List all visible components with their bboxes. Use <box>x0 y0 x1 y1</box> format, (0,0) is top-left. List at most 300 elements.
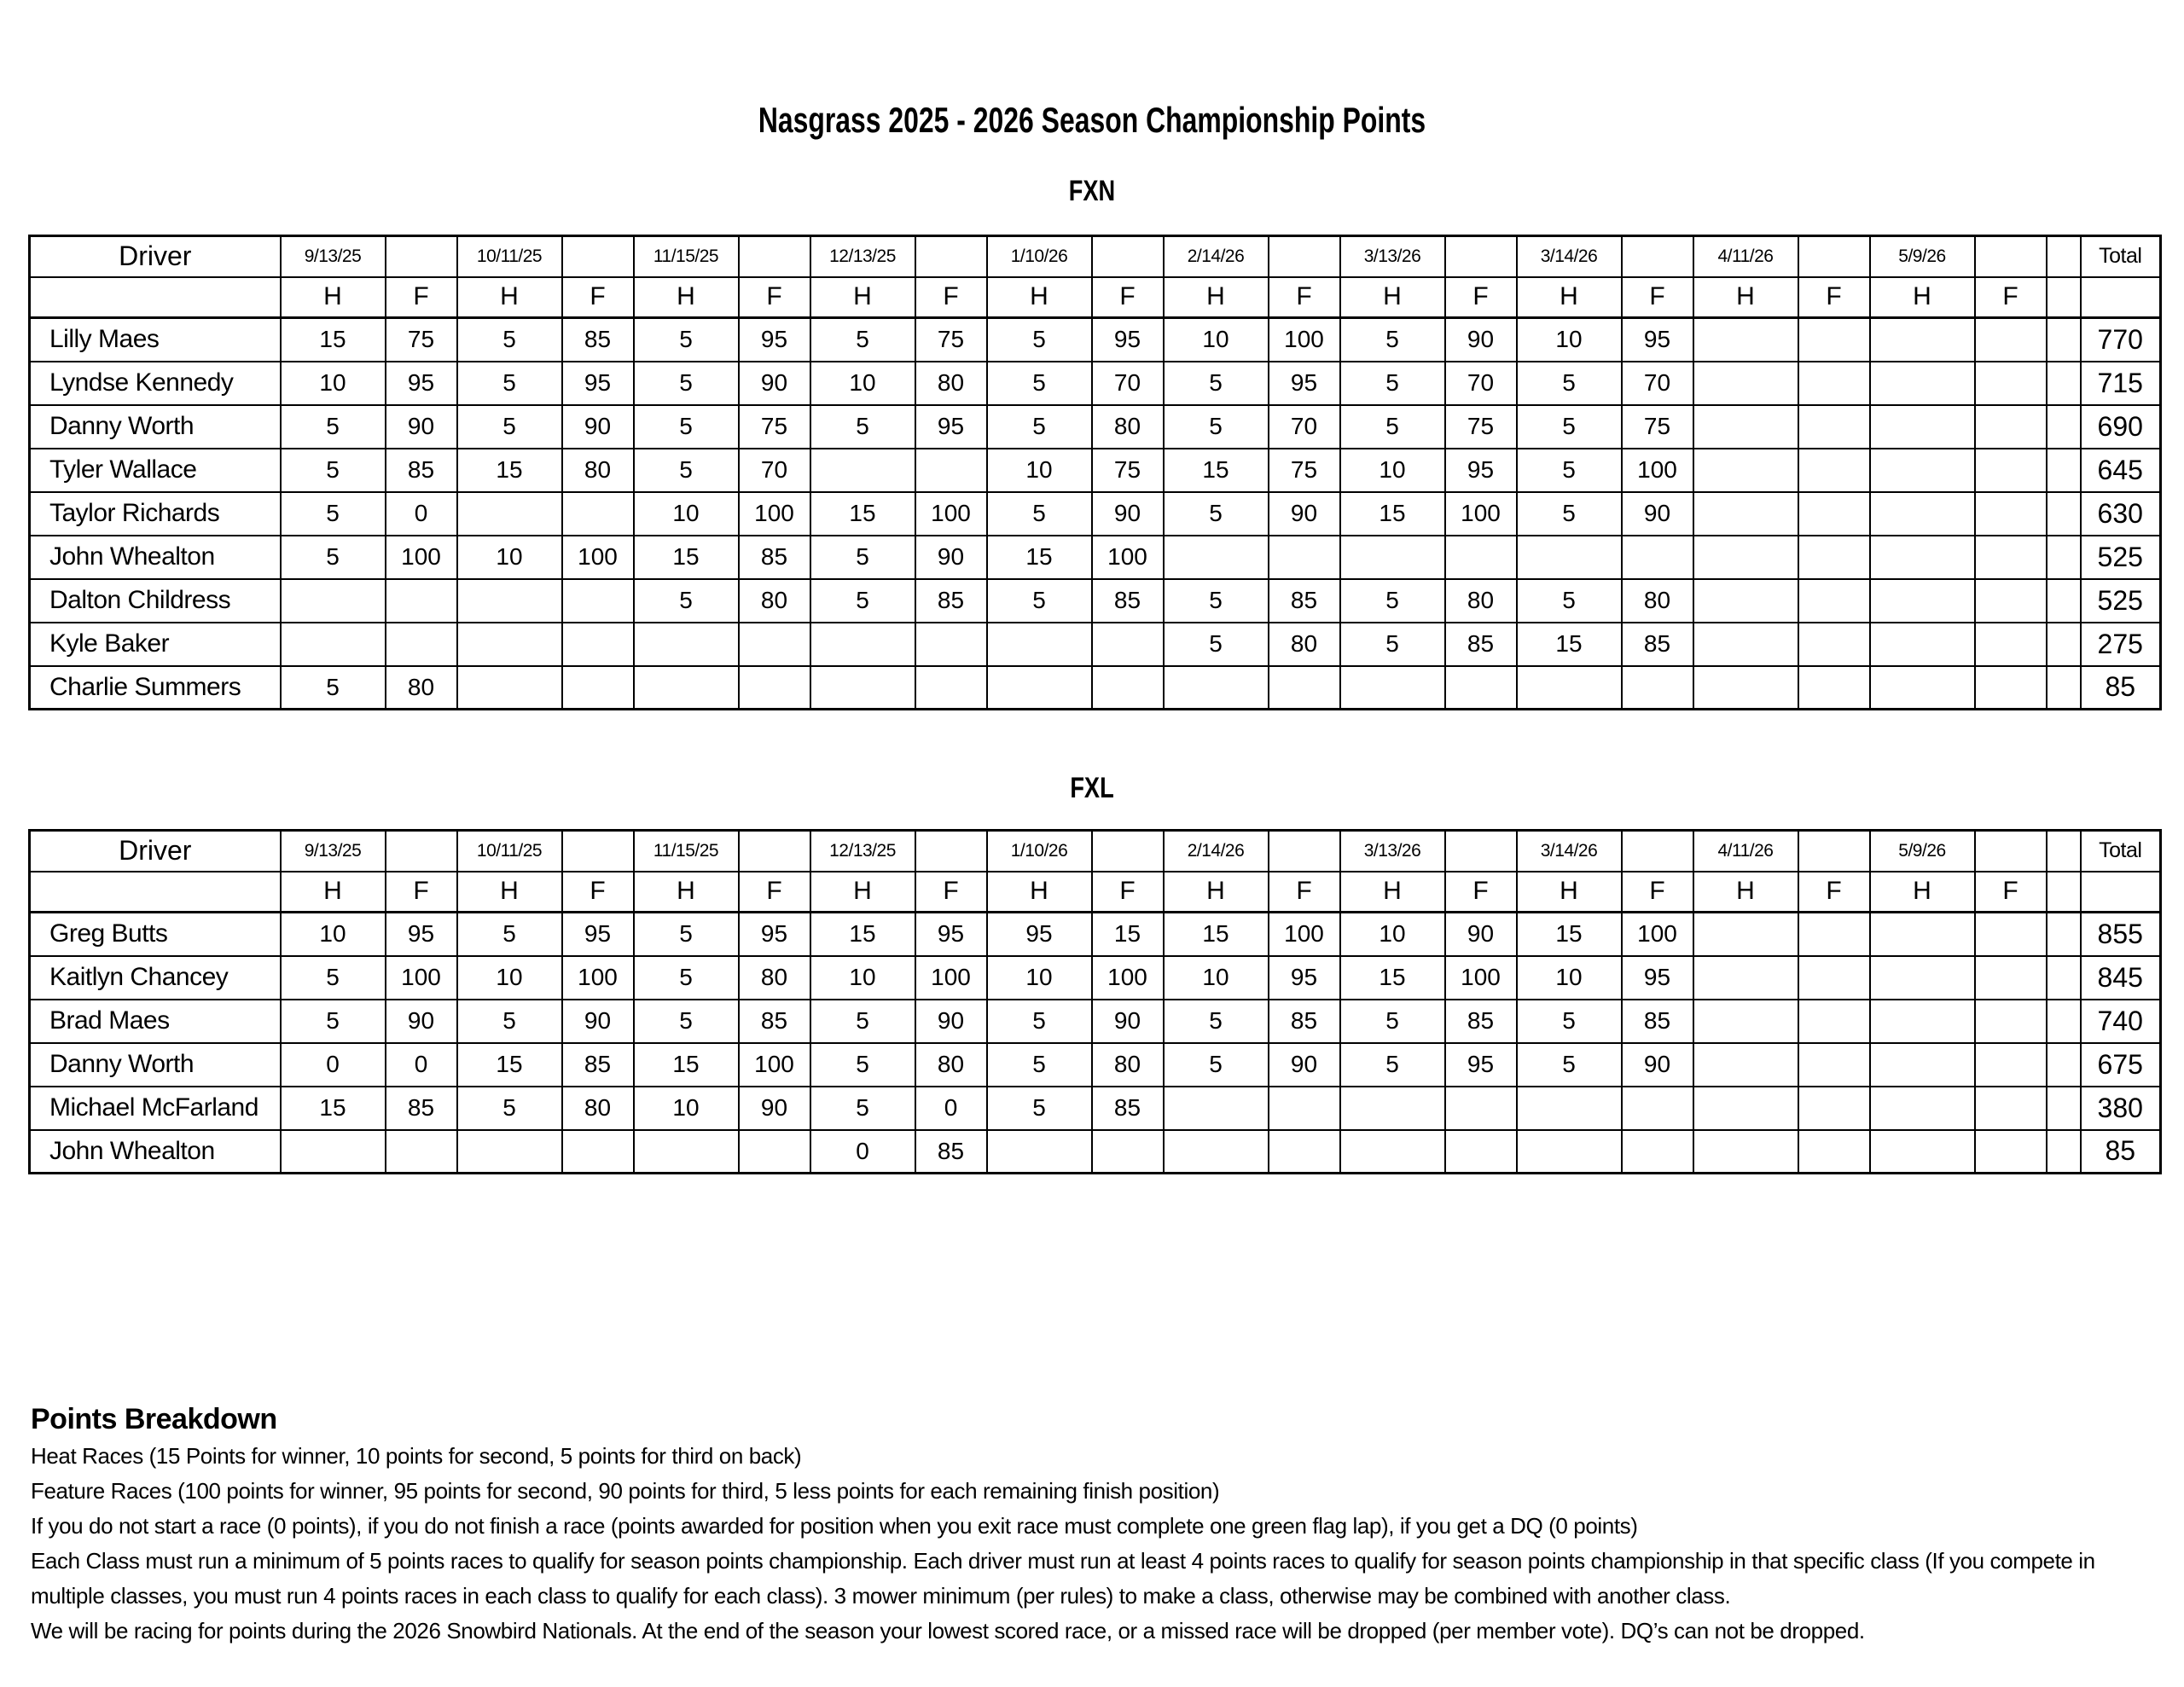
score-cell: 15 <box>634 1043 739 1087</box>
score-cell: 10 <box>634 492 739 536</box>
score-cell: 100 <box>1622 913 1693 956</box>
score-cell <box>1975 318 2047 362</box>
score-cell: 70 <box>739 449 810 492</box>
race-date-header: 3/14/26 <box>1517 831 1622 872</box>
score-cell <box>1798 1130 1870 1174</box>
table-row <box>30 1043 2161 1087</box>
race-date-spacer-cell <box>386 831 457 872</box>
score-cell: 0 <box>386 492 457 536</box>
spacer-column-cell <box>2047 449 2081 492</box>
score-cell <box>915 666 987 710</box>
score-cell <box>634 666 739 710</box>
score-cell: 10 <box>634 1087 739 1130</box>
score-cell <box>1517 536 1622 579</box>
score-cell <box>1693 362 1798 405</box>
score-cell: 5 <box>987 1087 1092 1130</box>
driver-name: John Whealton <box>30 1130 281 1174</box>
table-row <box>30 362 2161 405</box>
heat-column-header: H <box>1164 872 1269 913</box>
score-cell <box>457 1130 562 1174</box>
feature-column-header: F <box>1622 277 1693 318</box>
score-cell <box>1445 1130 1517 1174</box>
header-row-dates <box>30 236 2161 277</box>
score-cell <box>457 666 562 710</box>
race-date-spacer-cell <box>562 831 634 872</box>
score-cell <box>1798 449 1870 492</box>
feature-column-header: F <box>915 277 987 318</box>
score-cell: 85 <box>386 1087 457 1130</box>
driver-name: Michael McFarland <box>30 1087 281 1130</box>
score-cell: 5 <box>1340 405 1445 449</box>
score-cell: 95 <box>1622 318 1693 362</box>
score-cell: 0 <box>386 1043 457 1087</box>
score-cell <box>1798 1000 1870 1043</box>
score-cell: 5 <box>634 362 739 405</box>
race-date-spacer-cell <box>1975 236 2047 277</box>
score-cell <box>1517 1130 1622 1174</box>
score-cell: 95 <box>1622 956 1693 1000</box>
header-row-dates <box>30 831 2161 872</box>
score-cell <box>1870 666 1975 710</box>
score-cell: 95 <box>987 913 1092 956</box>
race-date-header: 12/13/25 <box>810 236 915 277</box>
points-table-fxn <box>28 235 2162 710</box>
score-cell <box>1269 1087 1340 1130</box>
score-cell: 15 <box>457 1043 562 1087</box>
score-cell: 90 <box>1269 1043 1340 1087</box>
score-cell: 85 <box>915 1130 987 1174</box>
score-cell <box>1269 1130 1340 1174</box>
score-cell: 75 <box>739 405 810 449</box>
driver-name: Lyndse Kennedy <box>30 362 281 405</box>
score-cell: 5 <box>634 1000 739 1043</box>
score-cell <box>1975 623 2047 666</box>
score-cell <box>1870 956 1975 1000</box>
total-value: 85 <box>2081 1130 2161 1174</box>
score-cell <box>1693 536 1798 579</box>
score-cell: 95 <box>915 913 987 956</box>
total-value: 740 <box>2081 1000 2161 1043</box>
race-date-spacer-cell <box>562 236 634 277</box>
score-cell: 5 <box>634 913 739 956</box>
score-cell: 80 <box>915 1043 987 1087</box>
score-cell: 75 <box>1269 449 1340 492</box>
feature-column-header: F <box>1092 872 1164 913</box>
race-date-header: 1/10/26 <box>987 831 1092 872</box>
heat-column-header: H <box>1693 277 1798 318</box>
spacer-column-cell <box>2047 536 2081 579</box>
score-cell: 10 <box>810 956 915 1000</box>
score-cell: 10 <box>810 362 915 405</box>
score-cell: 5 <box>1164 492 1269 536</box>
total-value: 275 <box>2081 623 2161 666</box>
heat-column-header: H <box>1340 277 1445 318</box>
feature-column-header: F <box>1445 277 1517 318</box>
score-cell: 80 <box>1445 579 1517 623</box>
score-cell <box>562 579 634 623</box>
driver-name: Charlie Summers <box>30 666 281 710</box>
heat-column-header: H <box>987 277 1092 318</box>
score-cell: 5 <box>987 405 1092 449</box>
score-cell <box>1269 666 1340 710</box>
race-date-header: 9/13/25 <box>281 831 386 872</box>
spacer-column-cell <box>2047 872 2081 913</box>
race-date-spacer-cell <box>1798 236 1870 277</box>
score-cell: 85 <box>1622 623 1693 666</box>
race-date-header: 10/11/25 <box>457 236 562 277</box>
race-date-spacer-cell <box>1445 831 1517 872</box>
score-cell: 90 <box>739 1087 810 1130</box>
score-cell: 75 <box>386 318 457 362</box>
score-cell <box>1870 449 1975 492</box>
score-cell <box>1798 536 1870 579</box>
total-value: 525 <box>2081 579 2161 623</box>
points-breakdown-line: Heat Races (15 Points for winner, 10 points for second, 5 points for third on back) <box>31 1443 802 1469</box>
feature-column-header: F <box>1798 872 1870 913</box>
table-row <box>30 449 2161 492</box>
score-cell: 85 <box>1269 579 1340 623</box>
race-date-spacer-cell <box>915 831 987 872</box>
score-cell <box>1798 1043 1870 1087</box>
score-cell <box>1870 1000 1975 1043</box>
race-date-header: 2/14/26 <box>1164 236 1269 277</box>
score-cell: 75 <box>1092 449 1164 492</box>
score-cell: 5 <box>1164 623 1269 666</box>
feature-column-header: F <box>1622 872 1693 913</box>
score-cell: 5 <box>1517 1043 1622 1087</box>
score-cell <box>1798 362 1870 405</box>
score-cell <box>1798 318 1870 362</box>
score-cell <box>1693 956 1798 1000</box>
heat-column-header: H <box>1870 277 1975 318</box>
score-cell <box>1092 1130 1164 1174</box>
score-cell: 15 <box>281 1087 386 1130</box>
score-cell <box>1975 956 2047 1000</box>
spacer-column-cell <box>2047 362 2081 405</box>
points-table-fxl <box>28 829 2162 1174</box>
score-cell <box>281 1130 386 1174</box>
score-cell: 15 <box>987 536 1092 579</box>
score-cell: 0 <box>810 1130 915 1174</box>
score-cell: 5 <box>281 956 386 1000</box>
class-label-fxn: FXN <box>1068 175 1116 207</box>
score-cell: 15 <box>1164 449 1269 492</box>
score-cell <box>810 623 915 666</box>
score-cell: 5 <box>1517 362 1622 405</box>
race-date-header: 3/13/26 <box>1340 236 1445 277</box>
score-cell: 10 <box>987 449 1092 492</box>
score-cell <box>1798 623 1870 666</box>
score-cell <box>1870 913 1975 956</box>
score-cell: 5 <box>1164 362 1269 405</box>
score-cell <box>1870 405 1975 449</box>
score-cell: 90 <box>1445 913 1517 956</box>
score-cell: 5 <box>987 579 1092 623</box>
score-cell <box>1445 1087 1517 1130</box>
score-cell <box>1975 362 2047 405</box>
score-cell: 90 <box>915 536 987 579</box>
table-row <box>30 666 2161 710</box>
score-cell: 100 <box>915 492 987 536</box>
race-date-header: 9/13/25 <box>281 236 386 277</box>
score-cell: 80 <box>739 579 810 623</box>
score-cell: 100 <box>562 536 634 579</box>
score-cell: 5 <box>457 362 562 405</box>
driver-column-header: Driver <box>30 236 281 277</box>
score-cell: 10 <box>1164 956 1269 1000</box>
score-cell <box>1975 1000 2047 1043</box>
score-cell: 100 <box>562 956 634 1000</box>
driver-name: Tyler Wallace <box>30 449 281 492</box>
heat-column-header: H <box>634 872 739 913</box>
spacer-column-cell <box>2047 913 2081 956</box>
score-cell <box>1164 666 1269 710</box>
score-cell: 80 <box>1092 1043 1164 1087</box>
score-cell: 0 <box>281 1043 386 1087</box>
race-date-header: 2/14/26 <box>1164 831 1269 872</box>
score-cell: 85 <box>562 318 634 362</box>
table-row <box>30 318 2161 362</box>
score-cell <box>1622 666 1693 710</box>
score-cell <box>1975 1043 2047 1087</box>
heat-column-header: H <box>1693 872 1798 913</box>
driver-name: Dalton Childress <box>30 579 281 623</box>
score-cell: 95 <box>1269 362 1340 405</box>
spacer-column-cell <box>2047 1087 2081 1130</box>
score-cell: 100 <box>1092 956 1164 1000</box>
score-cell: 5 <box>1340 362 1445 405</box>
score-cell <box>281 623 386 666</box>
race-date-spacer-cell <box>1269 236 1340 277</box>
score-cell <box>1517 1087 1622 1130</box>
score-cell <box>1693 913 1798 956</box>
score-cell: 5 <box>987 1000 1092 1043</box>
score-cell <box>1693 405 1798 449</box>
score-cell <box>1975 492 2047 536</box>
feature-column-header: F <box>1269 277 1340 318</box>
score-cell: 15 <box>1517 913 1622 956</box>
heat-column-header: H <box>457 872 562 913</box>
score-cell <box>1975 579 2047 623</box>
score-cell: 10 <box>1340 449 1445 492</box>
points-breakdown-line: Feature Races (100 points for winner, 95 points for second, 90 points for third, 5 less points for each remaining finish position) <box>31 1478 1220 1504</box>
feature-column-header: F <box>1975 872 2047 913</box>
score-cell <box>1870 1130 1975 1174</box>
score-cell: 95 <box>1445 1043 1517 1087</box>
spacer-column-cell <box>2047 318 2081 362</box>
race-date-header: 12/13/25 <box>810 831 915 872</box>
score-cell <box>1870 623 1975 666</box>
score-cell: 10 <box>1517 956 1622 1000</box>
score-cell: 5 <box>1164 1043 1269 1087</box>
race-date-spacer-cell <box>1092 831 1164 872</box>
score-cell: 85 <box>1092 1087 1164 1130</box>
table-row <box>30 492 2161 536</box>
score-cell <box>1445 666 1517 710</box>
score-cell <box>386 623 457 666</box>
score-cell <box>1798 666 1870 710</box>
score-cell <box>739 666 810 710</box>
table-row <box>30 1130 2161 1174</box>
score-cell <box>1798 579 1870 623</box>
score-cell: 85 <box>386 449 457 492</box>
score-cell: 70 <box>1445 362 1517 405</box>
score-cell: 5 <box>634 579 739 623</box>
score-cell: 95 <box>562 913 634 956</box>
race-date-header: 4/11/26 <box>1693 236 1798 277</box>
race-date-spacer-cell <box>739 236 810 277</box>
score-cell: 10 <box>281 913 386 956</box>
score-cell: 5 <box>281 405 386 449</box>
score-cell: 95 <box>562 362 634 405</box>
score-cell <box>1870 1087 1975 1130</box>
score-cell: 85 <box>1622 1000 1693 1043</box>
spacer-column-cell <box>2047 236 2081 277</box>
heat-column-header: H <box>1517 277 1622 318</box>
page-title: Nasgrass 2025 - 2026 Season Championship Points <box>758 100 1426 140</box>
score-cell: 90 <box>915 1000 987 1043</box>
score-cell: 0 <box>915 1087 987 1130</box>
score-cell: 15 <box>634 536 739 579</box>
score-cell <box>1693 449 1798 492</box>
score-cell: 90 <box>739 362 810 405</box>
score-cell: 10 <box>281 362 386 405</box>
total-value: 715 <box>2081 362 2161 405</box>
score-cell <box>1975 913 2047 956</box>
driver-subheader-cell <box>30 872 281 913</box>
score-cell <box>1693 1000 1798 1043</box>
heat-column-header: H <box>457 277 562 318</box>
score-cell <box>386 579 457 623</box>
score-cell <box>987 1130 1092 1174</box>
score-cell: 5 <box>457 318 562 362</box>
score-cell: 5 <box>1517 492 1622 536</box>
total-value: 380 <box>2081 1087 2161 1130</box>
score-cell: 15 <box>281 318 386 362</box>
driver-subheader-cell <box>30 277 281 318</box>
score-cell: 95 <box>915 405 987 449</box>
header-row-heat-feature <box>30 277 2161 318</box>
score-cell: 90 <box>1622 1043 1693 1087</box>
score-cell: 5 <box>987 362 1092 405</box>
race-date-header: 11/15/25 <box>634 831 739 872</box>
score-cell: 5 <box>1517 449 1622 492</box>
score-cell: 90 <box>386 405 457 449</box>
score-cell <box>1798 913 1870 956</box>
feature-column-header: F <box>1092 277 1164 318</box>
score-cell: 95 <box>739 318 810 362</box>
score-cell: 70 <box>1269 405 1340 449</box>
race-date-spacer-cell <box>1975 831 2047 872</box>
score-cell: 15 <box>457 449 562 492</box>
score-cell <box>1693 623 1798 666</box>
total-value: 525 <box>2081 536 2161 579</box>
score-cell: 5 <box>810 1043 915 1087</box>
score-cell <box>1798 405 1870 449</box>
score-cell: 15 <box>1164 913 1269 956</box>
race-date-header: 11/15/25 <box>634 236 739 277</box>
score-cell: 5 <box>1517 1000 1622 1043</box>
score-cell: 90 <box>1269 492 1340 536</box>
score-cell: 95 <box>1445 449 1517 492</box>
score-cell: 80 <box>739 956 810 1000</box>
score-cell: 95 <box>386 362 457 405</box>
score-cell <box>1693 1130 1798 1174</box>
score-cell: 5 <box>810 405 915 449</box>
score-cell: 95 <box>386 913 457 956</box>
score-cell <box>1798 1087 1870 1130</box>
driver-name: Greg Butts <box>30 913 281 956</box>
points-breakdown-line: Each Class must run a minimum of 5 points races to qualify for season points championship. Each driver must run at least 4 points races to qualify for season points championship in that specific class (If you compete in multiple classes, you must run 4 points races in each class to qualify for each class). 3 mower minimum (per rules) to make a class, otherwise may be combined with another class. <box>31 1548 2095 1609</box>
heat-column-header: H <box>1164 277 1269 318</box>
points-breakdown-line: If you do not start a race (0 points), if you do not finish a race (points awarded for position when you exit race must complete one green flag lap), if you get a DQ (0 points) <box>31 1513 1638 1539</box>
score-cell: 90 <box>1092 492 1164 536</box>
score-cell <box>1693 492 1798 536</box>
score-cell <box>1975 666 2047 710</box>
points-breakdown-section <box>31 1400 2148 1649</box>
score-cell: 75 <box>1445 405 1517 449</box>
score-cell <box>1975 536 2047 579</box>
score-cell: 5 <box>987 318 1092 362</box>
score-cell: 80 <box>562 1087 634 1130</box>
score-cell <box>1975 449 2047 492</box>
heat-column-header: H <box>634 277 739 318</box>
score-cell: 80 <box>386 666 457 710</box>
score-cell <box>1693 1043 1798 1087</box>
race-date-header: 4/11/26 <box>1693 831 1798 872</box>
score-cell <box>1798 492 1870 536</box>
driver-name: Lilly Maes <box>30 318 281 362</box>
score-cell: 5 <box>1340 579 1445 623</box>
score-cell: 10 <box>1517 318 1622 362</box>
table-row <box>30 405 2161 449</box>
score-cell: 5 <box>281 536 386 579</box>
score-cell: 100 <box>739 1043 810 1087</box>
score-cell: 5 <box>1164 1000 1269 1043</box>
score-cell <box>1975 1087 2047 1130</box>
score-cell <box>1164 1087 1269 1130</box>
score-cell: 100 <box>386 956 457 1000</box>
score-cell <box>1092 666 1164 710</box>
score-cell <box>1975 405 2047 449</box>
driver-name: Danny Worth <box>30 405 281 449</box>
score-cell <box>1340 666 1445 710</box>
total-value: 85 <box>2081 666 2161 710</box>
score-cell <box>562 666 634 710</box>
total-value: 630 <box>2081 492 2161 536</box>
score-cell: 5 <box>634 449 739 492</box>
feature-column-header: F <box>1269 872 1340 913</box>
race-date-header: 1/10/26 <box>987 236 1092 277</box>
score-cell: 90 <box>562 1000 634 1043</box>
score-cell: 100 <box>1269 318 1340 362</box>
heat-column-header: H <box>281 277 386 318</box>
driver-column-header: Driver <box>30 831 281 872</box>
score-cell <box>634 623 739 666</box>
total-value: 845 <box>2081 956 2161 1000</box>
score-cell: 15 <box>1340 492 1445 536</box>
score-cell: 5 <box>810 1087 915 1130</box>
score-cell <box>1517 666 1622 710</box>
driver-name: Taylor Richards <box>30 492 281 536</box>
score-cell: 5 <box>1340 1043 1445 1087</box>
score-cell <box>987 623 1092 666</box>
score-cell <box>1340 536 1445 579</box>
race-date-header: 5/9/26 <box>1870 831 1975 872</box>
race-date-header: 3/14/26 <box>1517 236 1622 277</box>
score-cell: 5 <box>1340 1000 1445 1043</box>
table-row <box>30 623 2161 666</box>
